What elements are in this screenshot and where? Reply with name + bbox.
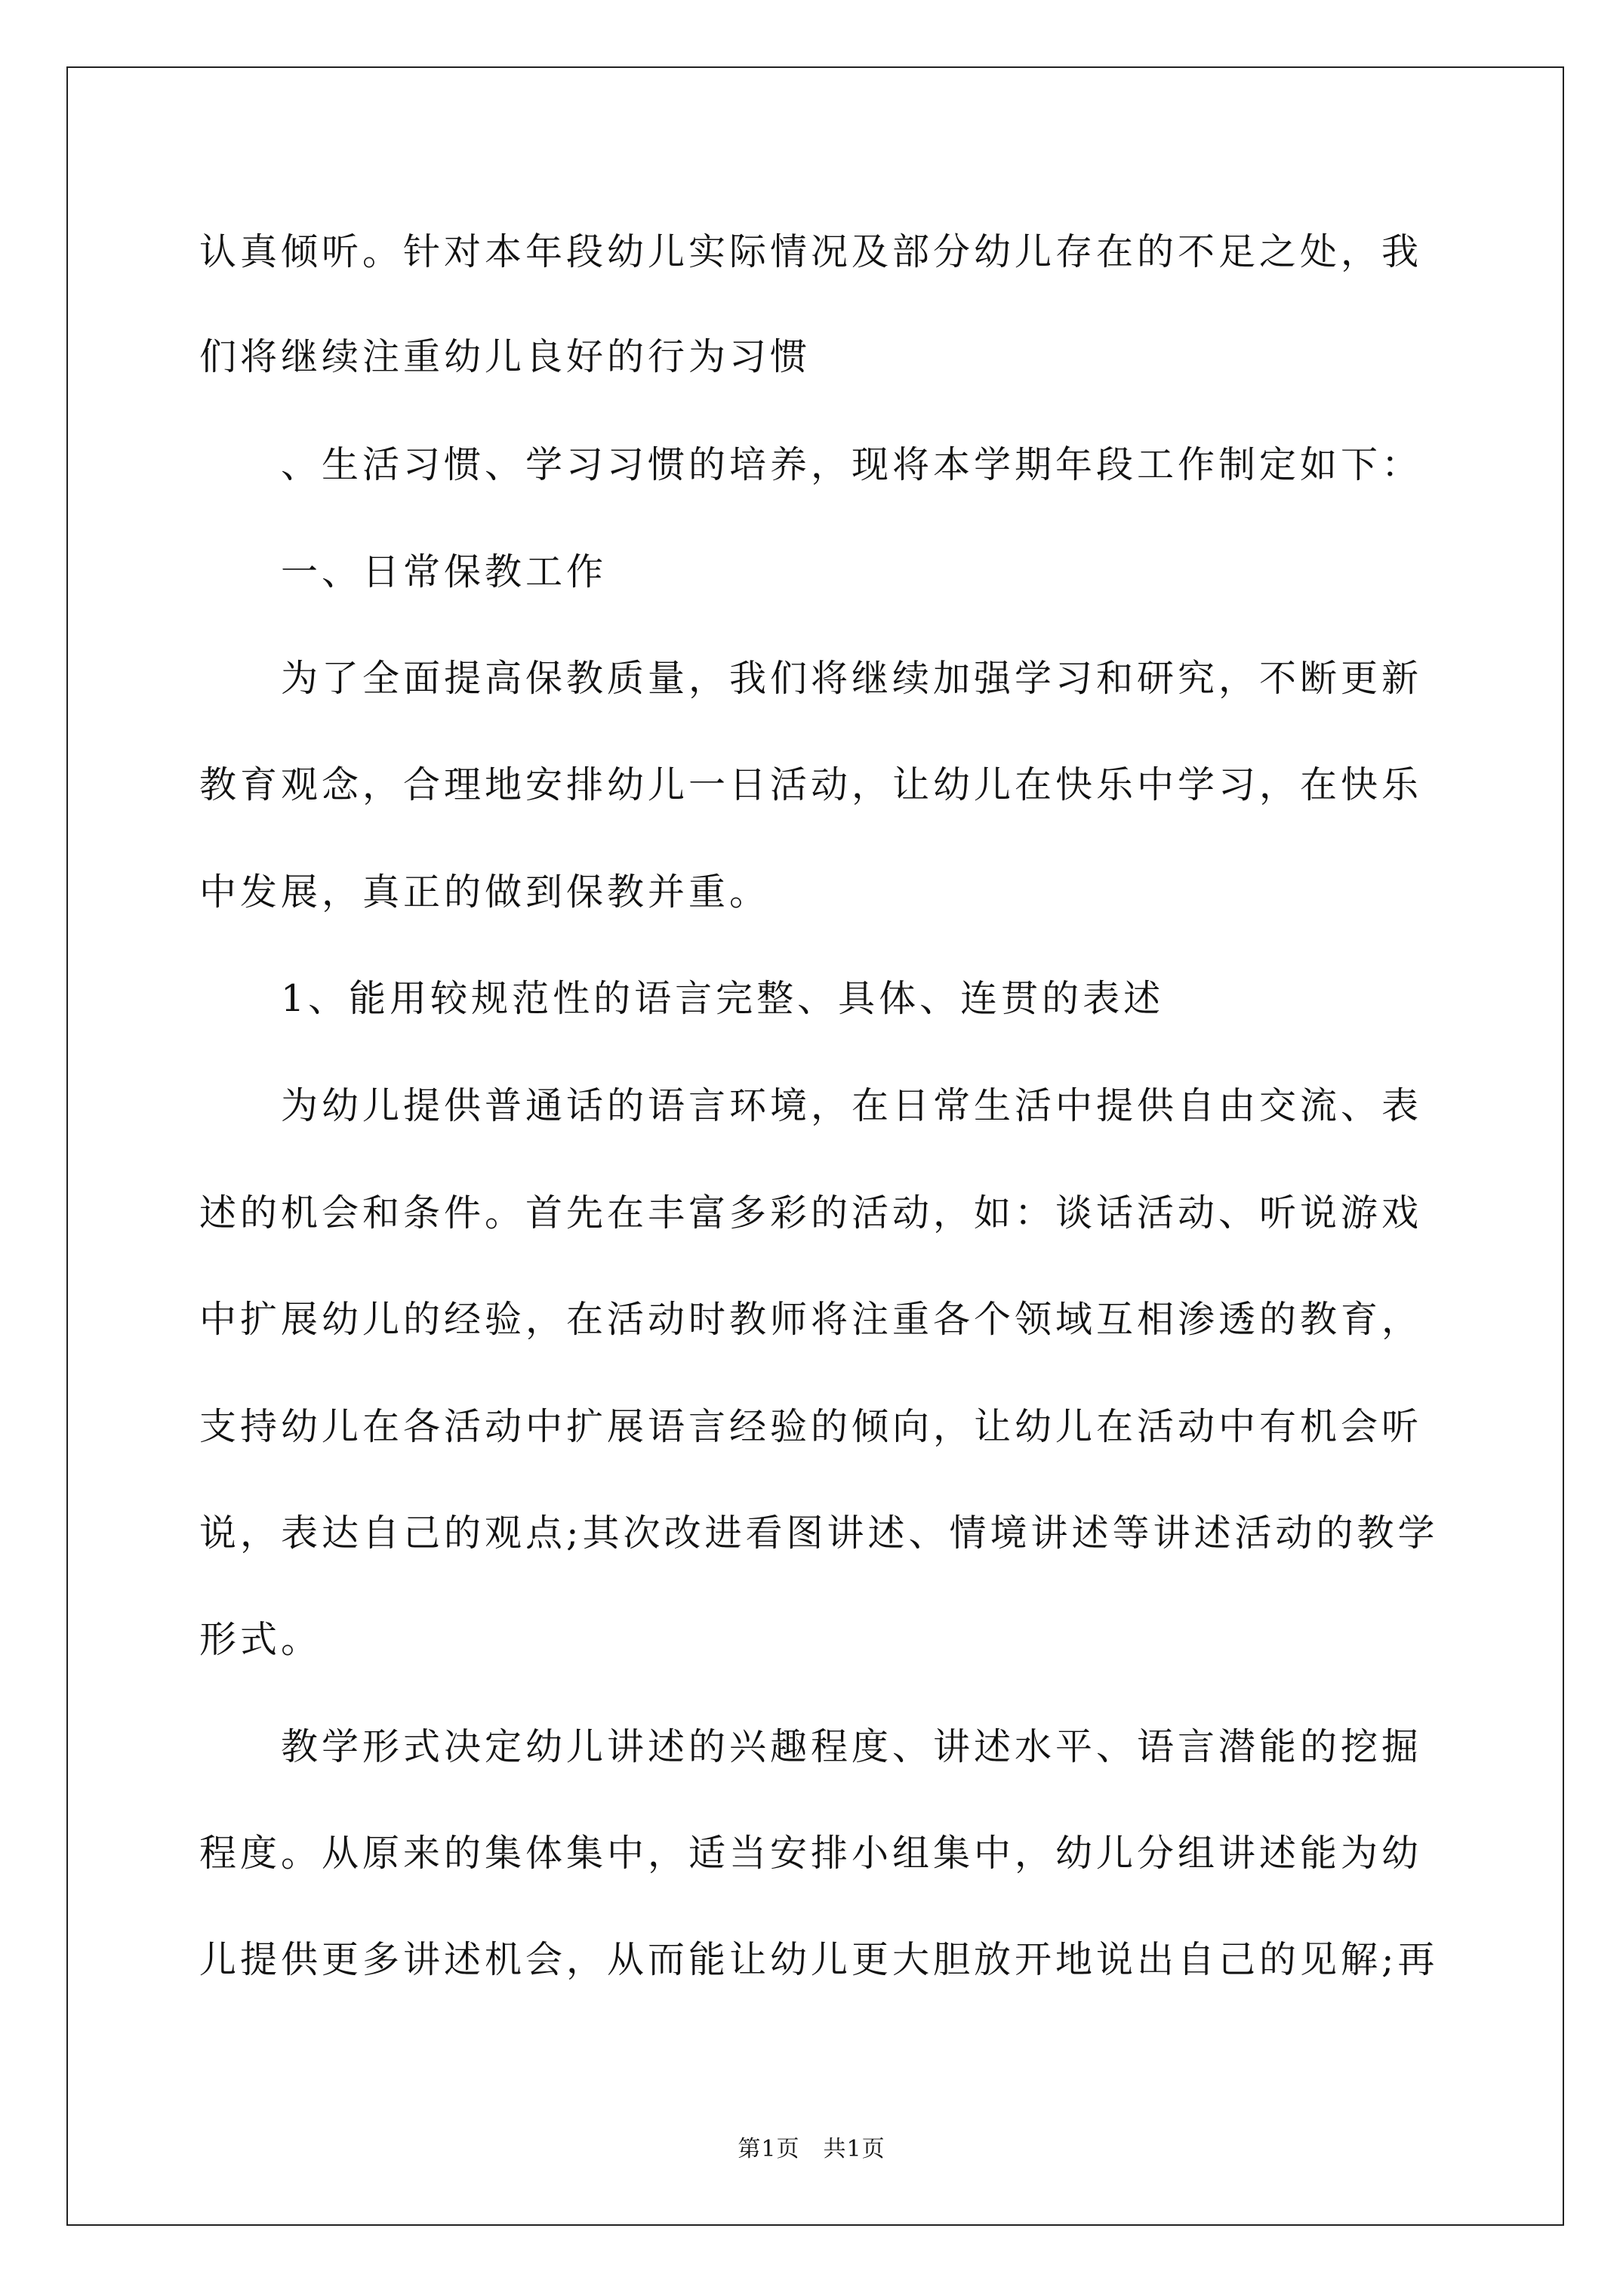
section-heading: 一、日常保教工作	[281, 550, 608, 593]
text-line: 为了全面提高保教质量，我们将继续加强学习和研究，不断更新	[281, 657, 1423, 700]
page-number: 第1页 共1页	[738, 2136, 885, 2162]
text-line: 中发展，真正的做到保教并重。	[199, 871, 771, 914]
text-line: 教学形式决定幼儿讲述的兴趣程度、讲述水平、语言潜能的挖掘	[281, 1725, 1423, 1768]
text-line: 认真倾听。针对本年段幼儿实际情况及部分幼儿存在的不足之处，我	[199, 230, 1423, 273]
text-line: 形式。	[199, 1618, 322, 1661]
text-line: 们将继续注重幼儿良好的行为习惯	[199, 335, 812, 378]
text-line: 支持幼儿在各活动中扩展语言经验的倾向，让幼儿在活动中有机会听	[199, 1405, 1423, 1448]
text-line: 程度。从原来的集体集中，适当安排小组集中，幼儿分组讲述能为幼	[199, 1832, 1423, 1875]
page-frame	[66, 66, 1564, 2226]
text-line: 说，表达自己的观点;其次改进看图讲述、情境讲述等讲述活动的教学	[199, 1512, 1439, 1555]
text-line: 中扩展幼儿的经验，在活动时教师将注重各个领域互相渗透的教育，	[199, 1298, 1423, 1341]
subsection-heading: 1、能用较规范性的语言完整、具体、连贯的表述	[281, 977, 1165, 1020]
text-line: 教育观念，合理地安排幼儿一日活动，让幼儿在快乐中学习，在快乐	[199, 763, 1423, 806]
text-line: 、生活习惯、学习习惯的培养，现将本学期年段工作制定如下：	[281, 443, 1423, 486]
text-line: 述的机会和条件。首先在丰富多彩的活动，如：谈话活动、听说游戏	[199, 1191, 1423, 1234]
text-line: 儿提供更多讲述机会，从而能让幼儿更大胆放开地说出自己的见解;再	[199, 1938, 1439, 1981]
text-line: 为幼儿提供普通话的语言环境，在日常生活中提供自由交流、表	[281, 1084, 1423, 1127]
